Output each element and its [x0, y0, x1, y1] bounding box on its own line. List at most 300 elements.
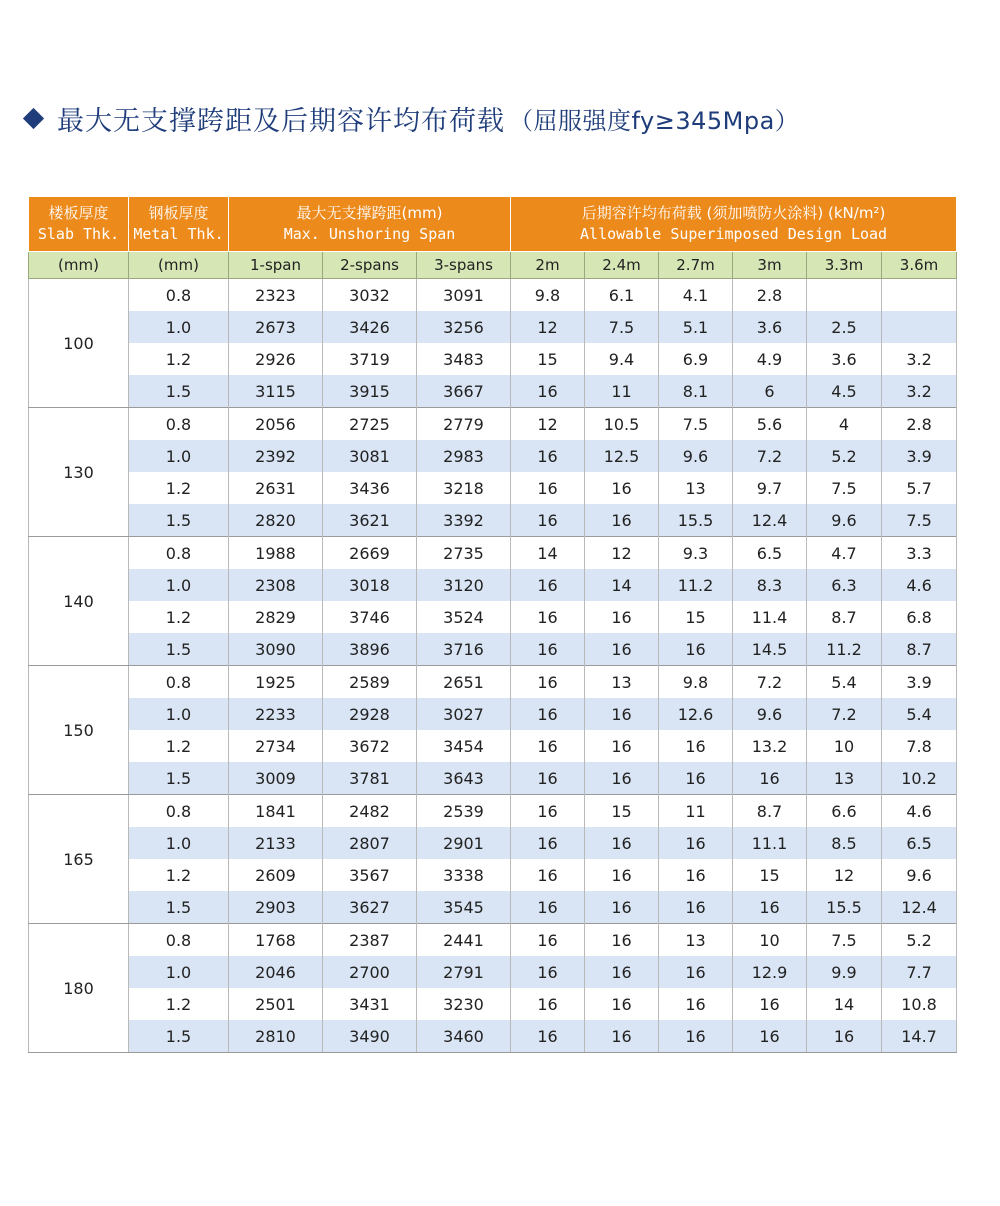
- table-cell: 16: [511, 375, 585, 408]
- table-cell: 1.5: [129, 504, 229, 537]
- table-cell: 12.4: [733, 504, 807, 537]
- table-cell: 12: [511, 408, 585, 441]
- table-cell: 0.8: [129, 924, 229, 957]
- table-cell: 3621: [323, 504, 417, 537]
- table-cell: 2901: [417, 827, 511, 859]
- table-cell: 16: [585, 988, 659, 1020]
- table-cell: 16: [511, 601, 585, 633]
- table-cell: 1.2: [129, 859, 229, 891]
- table-cell: 3454: [417, 730, 511, 762]
- table-cell: 3545: [417, 891, 511, 924]
- header-span-en: Max. Unshoring Span: [283, 225, 456, 243]
- table-cell: 7.5: [882, 504, 957, 537]
- table-cell: 10.2: [882, 762, 957, 795]
- table-cell: 15: [511, 343, 585, 375]
- table-cell: 1.2: [129, 472, 229, 504]
- table-row: [29, 569, 957, 601]
- table-cell: 1988: [229, 537, 323, 570]
- table-cell: 9.6: [882, 859, 957, 891]
- table-cell: 6.6: [807, 795, 882, 828]
- table-cell: 1.0: [129, 827, 229, 859]
- table-cell: 2.8: [882, 408, 957, 441]
- table-cell: 11: [585, 375, 659, 408]
- table-cell: 3230: [417, 988, 511, 1020]
- table-cell: 0.8: [129, 795, 229, 828]
- table-row: [29, 537, 957, 570]
- table-cell: 1768: [229, 924, 323, 957]
- table-cell: 2609: [229, 859, 323, 891]
- diamond-bullet-icon: [23, 107, 44, 128]
- table-cell: 2308: [229, 569, 323, 601]
- table-cell: 1.2: [129, 343, 229, 375]
- table-cell: 2829: [229, 601, 323, 633]
- table-cell: 7.5: [807, 472, 882, 504]
- table-cell: 1.5: [129, 891, 229, 924]
- table-row: [29, 1020, 957, 1053]
- unit-cell: 2m: [511, 252, 585, 279]
- table-cell: 3643: [417, 762, 511, 795]
- table-cell: 7.8: [882, 730, 957, 762]
- table-cell: 16: [511, 1020, 585, 1053]
- slab-thickness-cell: 130: [29, 408, 129, 537]
- table-cell: 3009: [229, 762, 323, 795]
- table-cell: 1.2: [129, 730, 229, 762]
- page-subtitle: （屈服强度fy≥345Mpa）: [509, 106, 800, 135]
- table-cell: 11: [659, 795, 733, 828]
- table-cell: 3719: [323, 343, 417, 375]
- table-cell: 16: [511, 504, 585, 537]
- table-cell: 16: [733, 988, 807, 1020]
- unit-cell: (mm): [129, 252, 229, 279]
- table-cell: 1.0: [129, 440, 229, 472]
- table-cell: 1841: [229, 795, 323, 828]
- table-cell: 2387: [323, 924, 417, 957]
- table-cell: 6.5: [882, 827, 957, 859]
- table-cell: 2323: [229, 279, 323, 312]
- table-cell: [882, 279, 957, 312]
- table-cell: 0.8: [129, 537, 229, 570]
- table-cell: 2392: [229, 440, 323, 472]
- table-cell: 16: [511, 956, 585, 988]
- table-cell: 16: [585, 956, 659, 988]
- table-cell: 5.4: [882, 698, 957, 730]
- table-cell: 9.6: [659, 440, 733, 472]
- header-load-en: Allowable Superimposed Design Load: [580, 225, 888, 243]
- table-cell: 3338: [417, 859, 511, 891]
- table-row: [29, 859, 957, 891]
- table-cell: 3672: [323, 730, 417, 762]
- table-cell: 3091: [417, 279, 511, 312]
- table-cell: 7.7: [882, 956, 957, 988]
- table-row: [29, 988, 957, 1020]
- table-cell: 3460: [417, 1020, 511, 1053]
- table-cell: 2056: [229, 408, 323, 441]
- table-cell: 15: [659, 601, 733, 633]
- table-cell: 12.4: [882, 891, 957, 924]
- table-cell: 16: [511, 795, 585, 828]
- table-cell: 2669: [323, 537, 417, 570]
- table-cell: 6.5: [733, 537, 807, 570]
- table-cell: 2903: [229, 891, 323, 924]
- table-cell: 12.9: [733, 956, 807, 988]
- table-cell: 7.5: [659, 408, 733, 441]
- unit-cell: 3.6m: [882, 252, 957, 279]
- table-cell: 16: [585, 633, 659, 666]
- header-slab-cn: 楼板厚度: [48, 204, 109, 222]
- table-cell: 2807: [323, 827, 417, 859]
- table-cell: 8.7: [882, 633, 957, 666]
- table-cell: 3018: [323, 569, 417, 601]
- table-cell: 1.5: [129, 762, 229, 795]
- table-cell: 9.3: [659, 537, 733, 570]
- table-cell: 9.8: [511, 279, 585, 312]
- table-row: [29, 666, 957, 699]
- table-cell: 1.0: [129, 698, 229, 730]
- unit-cell: 2.7m: [659, 252, 733, 279]
- table-cell: 12: [511, 311, 585, 343]
- table-cell: 7.2: [807, 698, 882, 730]
- table-cell: 4.7: [807, 537, 882, 570]
- table-cell: 3.2: [882, 375, 957, 408]
- table-row: [29, 279, 957, 312]
- table-cell: 3392: [417, 504, 511, 537]
- table-cell: 13: [807, 762, 882, 795]
- table-cell: 16: [807, 1020, 882, 1053]
- table-cell: 8.1: [659, 375, 733, 408]
- table-cell: 12: [807, 859, 882, 891]
- header-metal-thickness: [129, 197, 229, 252]
- table-row: [29, 827, 957, 859]
- slab-thickness-cell: 100: [29, 279, 129, 408]
- table-cell: 1.2: [129, 601, 229, 633]
- table-cell: 16: [659, 633, 733, 666]
- table-cell: 3781: [323, 762, 417, 795]
- table-cell: 2441: [417, 924, 511, 957]
- table-cell: 2928: [323, 698, 417, 730]
- table-row: [29, 343, 957, 375]
- table-cell: 1.0: [129, 311, 229, 343]
- table-cell: 3716: [417, 633, 511, 666]
- table-cell: 16: [511, 891, 585, 924]
- table-cell: 10.8: [882, 988, 957, 1020]
- table-cell: 2133: [229, 827, 323, 859]
- table-cell: 5.6: [733, 408, 807, 441]
- slab-thickness-cell: 140: [29, 537, 129, 666]
- table-cell: 2700: [323, 956, 417, 988]
- table-cell: 0.8: [129, 666, 229, 699]
- table-cell: 9.8: [659, 666, 733, 699]
- table-cell: 3746: [323, 601, 417, 633]
- table-cell: 10: [807, 730, 882, 762]
- table-cell: 3524: [417, 601, 511, 633]
- unit-cell: 2.4m: [585, 252, 659, 279]
- units-row: [29, 252, 957, 279]
- unit-cell: 3.3m: [807, 252, 882, 279]
- table-cell: 3256: [417, 311, 511, 343]
- table-cell: 0.8: [129, 408, 229, 441]
- table-row: [29, 311, 957, 343]
- table-cell: 13.2: [733, 730, 807, 762]
- table-cell: 2735: [417, 537, 511, 570]
- table-cell: 1925: [229, 666, 323, 699]
- table-cell: 16: [585, 891, 659, 924]
- table-cell: 1.2: [129, 988, 229, 1020]
- table-cell: 4.1: [659, 279, 733, 312]
- table-cell: 16: [585, 698, 659, 730]
- table-cell: 6: [733, 375, 807, 408]
- table-row: [29, 440, 957, 472]
- header-unshoring-span: [229, 197, 511, 252]
- table-cell: 13: [659, 472, 733, 504]
- header-slab-thickness: [29, 197, 129, 252]
- table-cell: 16: [659, 891, 733, 924]
- table-cell: 16: [585, 924, 659, 957]
- table-cell: 6.9: [659, 343, 733, 375]
- table-row: [29, 795, 957, 828]
- table-cell: 16: [511, 666, 585, 699]
- table-cell: 15.5: [807, 891, 882, 924]
- span-load-table: [28, 196, 957, 1053]
- table-cell: 3567: [323, 859, 417, 891]
- table-cell: 15: [733, 859, 807, 891]
- table-row: [29, 730, 957, 762]
- table-cell: 16: [511, 988, 585, 1020]
- table-cell: 1.0: [129, 569, 229, 601]
- table-cell: 9.6: [733, 698, 807, 730]
- table-cell: 4: [807, 408, 882, 441]
- table-row: [29, 956, 957, 988]
- table-cell: 11.4: [733, 601, 807, 633]
- table-cell: 16: [585, 859, 659, 891]
- header-design-load: [511, 197, 957, 252]
- table-cell: [882, 311, 957, 343]
- header-slab-en: Slab Thk.: [37, 225, 120, 243]
- slab-thickness-cell: 180: [29, 924, 129, 1053]
- table-cell: 8.3: [733, 569, 807, 601]
- header-row: [29, 197, 957, 252]
- table-cell: 11.2: [807, 633, 882, 666]
- table-cell: 5.7: [882, 472, 957, 504]
- table-cell: 15: [585, 795, 659, 828]
- table-cell: 5.4: [807, 666, 882, 699]
- table-cell: 16: [659, 1020, 733, 1053]
- table-cell: 3218: [417, 472, 511, 504]
- table-cell: 3.6: [733, 311, 807, 343]
- table-cell: 16: [659, 859, 733, 891]
- unit-cell: 3-spans: [417, 252, 511, 279]
- table-cell: 16: [511, 924, 585, 957]
- header-metal-en: Metal Thk.: [133, 225, 224, 243]
- table-row: [29, 762, 957, 795]
- table-cell: 16: [733, 762, 807, 795]
- table-cell: 9.4: [585, 343, 659, 375]
- table-cell: 9.9: [807, 956, 882, 988]
- table-row: [29, 601, 957, 633]
- table-cell: 2.8: [733, 279, 807, 312]
- table-cell: 2734: [229, 730, 323, 762]
- table-cell: 1.5: [129, 375, 229, 408]
- table-cell: 3896: [323, 633, 417, 666]
- table-cell: 3426: [323, 311, 417, 343]
- table-cell: 7.5: [807, 924, 882, 957]
- table-cell: 9.7: [733, 472, 807, 504]
- slab-thickness-cell: 150: [29, 666, 129, 795]
- table-cell: 6.1: [585, 279, 659, 312]
- table-cell: 16: [511, 698, 585, 730]
- table-row: [29, 698, 957, 730]
- table-cell: 16: [659, 730, 733, 762]
- table-cell: 14: [585, 569, 659, 601]
- table-cell: 3115: [229, 375, 323, 408]
- table-cell: 5.2: [882, 924, 957, 957]
- table-cell: [807, 279, 882, 312]
- table-cell: 3027: [417, 698, 511, 730]
- table-cell: 16: [511, 762, 585, 795]
- table-cell: 3431: [323, 988, 417, 1020]
- table-cell: 8.7: [733, 795, 807, 828]
- table-cell: 7.5: [585, 311, 659, 343]
- unit-cell: 2-spans: [323, 252, 417, 279]
- table-cell: 16: [511, 827, 585, 859]
- table-cell: 2233: [229, 698, 323, 730]
- page-title: 最大无支撑跨距及后期容许均布荷载: [57, 105, 505, 137]
- table-cell: 2631: [229, 472, 323, 504]
- table-cell: 16: [511, 633, 585, 666]
- table-cell: 11.1: [733, 827, 807, 859]
- table-cell: 14.5: [733, 633, 807, 666]
- unit-cell: 1-span: [229, 252, 323, 279]
- table-cell: 3032: [323, 279, 417, 312]
- table-cell: 10.5: [585, 408, 659, 441]
- table-cell: 16: [511, 730, 585, 762]
- table-cell: 3.9: [882, 440, 957, 472]
- table-cell: 2820: [229, 504, 323, 537]
- table-cell: 2501: [229, 988, 323, 1020]
- table-cell: 8.7: [807, 601, 882, 633]
- table-cell: 3.9: [882, 666, 957, 699]
- table-cell: 16: [585, 601, 659, 633]
- table-cell: 6.8: [882, 601, 957, 633]
- table-cell: 16: [585, 472, 659, 504]
- table-cell: 5.1: [659, 311, 733, 343]
- table-row: [29, 924, 957, 957]
- table-cell: 4.5: [807, 375, 882, 408]
- table-cell: 3915: [323, 375, 417, 408]
- table-cell: 16: [511, 440, 585, 472]
- table-cell: 4.9: [733, 343, 807, 375]
- table-cell: 16: [585, 730, 659, 762]
- table-cell: 3.6: [807, 343, 882, 375]
- header-load-cn: 后期容许均布荷载 (须加喷防火涂料) (kN/m²): [581, 204, 886, 222]
- table-cell: 16: [585, 1020, 659, 1053]
- table-cell: 4.6: [882, 569, 957, 601]
- table-cell: 16: [511, 859, 585, 891]
- table-cell: 16: [659, 956, 733, 988]
- table-cell: 3627: [323, 891, 417, 924]
- table-cell: 7.2: [733, 440, 807, 472]
- table-cell: 2725: [323, 408, 417, 441]
- table-cell: 16: [511, 569, 585, 601]
- table-cell: 2791: [417, 956, 511, 988]
- table-cell: 14.7: [882, 1020, 957, 1053]
- table-cell: 2046: [229, 956, 323, 988]
- table-cell: 2810: [229, 1020, 323, 1053]
- table-row: [29, 504, 957, 537]
- table-cell: 16: [733, 1020, 807, 1053]
- table-row: [29, 472, 957, 504]
- unit-cell: 3m: [733, 252, 807, 279]
- table-cell: 16: [511, 472, 585, 504]
- table-cell: 16: [585, 504, 659, 537]
- table-cell: 2539: [417, 795, 511, 828]
- unit-cell: (mm): [29, 252, 129, 279]
- table-cell: 2673: [229, 311, 323, 343]
- table-cell: 2651: [417, 666, 511, 699]
- table-cell: 8.5: [807, 827, 882, 859]
- table-cell: 3120: [417, 569, 511, 601]
- table-cell: 16: [659, 762, 733, 795]
- table-cell: 4.6: [882, 795, 957, 828]
- table-cell: 3667: [417, 375, 511, 408]
- table-cell: 2.5: [807, 311, 882, 343]
- table-row: [29, 633, 957, 666]
- table-cell: 16: [585, 827, 659, 859]
- table-cell: 2779: [417, 408, 511, 441]
- table-cell: 2589: [323, 666, 417, 699]
- table-cell: 16: [659, 827, 733, 859]
- table-cell: 12.5: [585, 440, 659, 472]
- table-row: [29, 891, 957, 924]
- header-span-cn: 最大无支撑跨距(mm): [296, 204, 443, 222]
- table-cell: 13: [659, 924, 733, 957]
- table-cell: 3.2: [882, 343, 957, 375]
- table-cell: 12.6: [659, 698, 733, 730]
- table-cell: 2983: [417, 440, 511, 472]
- table-cell: 6.3: [807, 569, 882, 601]
- table-cell: 3090: [229, 633, 323, 666]
- table-cell: 1.5: [129, 633, 229, 666]
- table-cell: 16: [659, 988, 733, 1020]
- table-cell: 9.6: [807, 504, 882, 537]
- table-row: [29, 408, 957, 441]
- table-cell: 15.5: [659, 504, 733, 537]
- slab-thickness-cell: 165: [29, 795, 129, 924]
- table-cell: 2926: [229, 343, 323, 375]
- table-cell: 16: [585, 762, 659, 795]
- table-cell: 3490: [323, 1020, 417, 1053]
- table-cell: 5.2: [807, 440, 882, 472]
- table-cell: 11.2: [659, 569, 733, 601]
- table-cell: 10: [733, 924, 807, 957]
- table-cell: 3436: [323, 472, 417, 504]
- table-cell: 12: [585, 537, 659, 570]
- table-cell: 16: [733, 891, 807, 924]
- table-cell: 14: [807, 988, 882, 1020]
- page-heading: [22, 96, 799, 140]
- table-cell: 3.3: [882, 537, 957, 570]
- table-cell: 0.8: [129, 279, 229, 312]
- table-row: [29, 375, 957, 408]
- table-cell: 7.2: [733, 666, 807, 699]
- table-cell: 13: [585, 666, 659, 699]
- table-cell: 3483: [417, 343, 511, 375]
- table-cell: 1.0: [129, 956, 229, 988]
- table-cell: 14: [511, 537, 585, 570]
- table-cell: 2482: [323, 795, 417, 828]
- table-cell: 3081: [323, 440, 417, 472]
- table-cell: 1.5: [129, 1020, 229, 1053]
- header-metal-cn: 钢板厚度: [148, 204, 209, 222]
